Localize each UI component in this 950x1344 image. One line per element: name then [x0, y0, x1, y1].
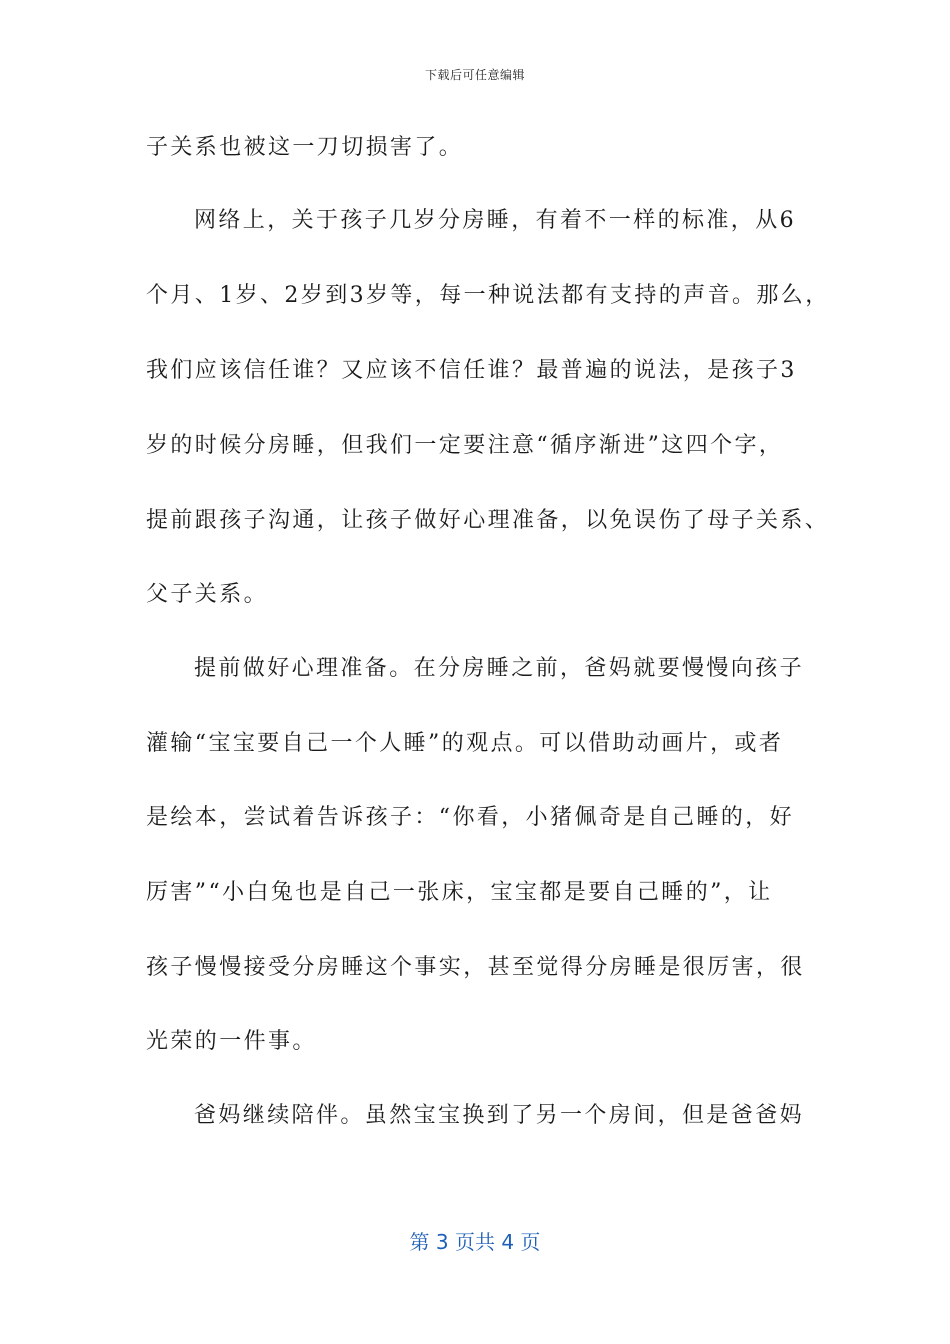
paragraph-line: 灌输“宝宝要自己一个人睡”的观点。可以借助动画片，或者	[146, 731, 784, 756]
paragraph-line: 我们应该信任谁？又应该不信任谁？最普遍的说法，是孩子3	[146, 358, 797, 383]
paragraph-line: 岁的时候分房睡，但我们一定要注意“循序渐进”这四个字，	[146, 433, 784, 458]
page-header: 下载后可任意编辑	[424, 68, 525, 82]
paragraph-line: 光荣的一件事。	[146, 1029, 317, 1054]
paragraph-line: 厉害”“小白兔也是自己一张床，宝宝都是要自己睡的”，让	[146, 880, 773, 905]
paragraph-line: 爸妈继续陪伴。虽然宝宝换到了另一个房间，但是爸爸妈	[194, 1103, 805, 1128]
paragraph-line: 孩子慢慢接受分房睡这个事实，甚至觉得分房睡是很厉害，很	[146, 955, 805, 980]
page-number-footer: 第 3 页共 4 页	[409, 1230, 541, 1254]
paragraph-line: 网络上，关于孩子几岁分房睡，有着不一样的标准，从6	[194, 208, 796, 233]
paragraph-line: 个月、1岁、2岁到3岁等，每一种说法都有支持的声音。那么，	[146, 283, 830, 308]
paragraph-line: 提前跟孩子沟通，让孩子做好心理准备，以免误伤了母子关系、	[146, 508, 830, 533]
paragraph-line: 父子关系。	[146, 582, 269, 607]
paragraph-line: 是绘本，尝试着告诉孩子：“你看，小猪佩奇是自己睡的，好	[146, 805, 795, 830]
paragraph-line: 提前做好心理准备。在分房睡之前，爸妈就要慢慢向孩子	[194, 656, 805, 681]
paragraph-line: 子关系也被这一刀切损害了。	[146, 135, 464, 160]
